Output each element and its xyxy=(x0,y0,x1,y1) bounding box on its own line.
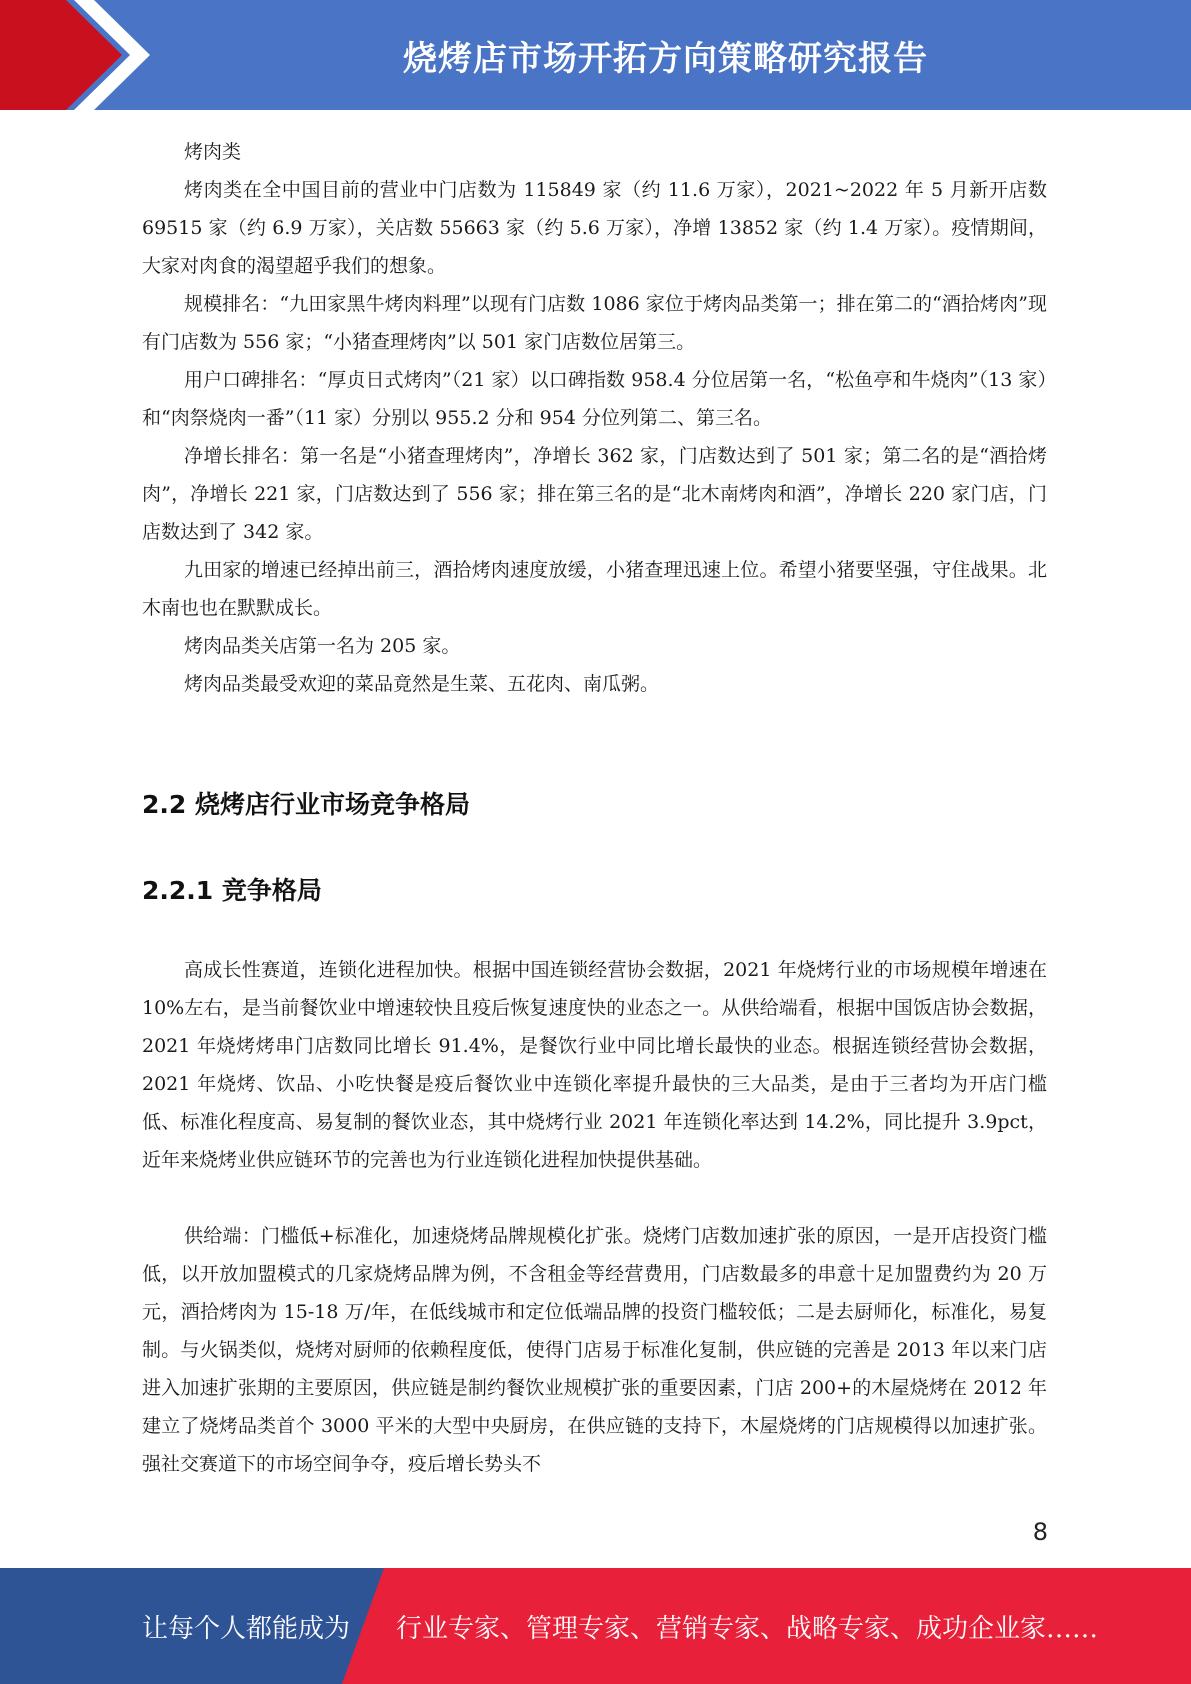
page-number: 8 xyxy=(1032,1518,1048,1546)
footer-slogan-right: 行业专家、管理专家、营销专家、战略专家、成功企业家…… xyxy=(396,1613,1099,1644)
paragraph: 规模排名：“九田家黑牛烤肉料理”以现有门店数 1086 家位于烤肉品类第一；排在第二的“酒拾烤肉”现有门店数为 556 家；“小猪查理烤肉”以 501 家门店数位居第三。 xyxy=(142,293,1047,353)
paragraph: 九田家的增速已经掉出前三，酒拾烤肉速度放缓，小猪查理迅速上位。希望小猪要坚强，守住战果。北木南也也在默默成长。 xyxy=(142,559,1047,619)
subsection-heading: 2.2.1 竞争格局 xyxy=(142,876,322,905)
header-banner xyxy=(0,0,1191,110)
paragraph: 烤肉品类最受欢迎的菜品竟然是生菜、五花肉、南瓜粥。 xyxy=(184,673,660,695)
footer-band xyxy=(0,1568,1191,1684)
paragraph: 供给端：门槛低+标准化，加速烧烤品牌规模化扩张。烧烤门店数加速扩张的原因，一是开店投资门槛低，以开放加盟模式的几家烧烤品牌为例，不含租金等经营费用，门店数最多的串意十足加盟费约为 20 万元，酒拾烤肉为 15-18 万/年，在低线城市和定位低端品牌的投资门槛较低；二是去厨师化，标准化，易复制。与火锅类似，烧烤对厨师的依赖程度低，使得门店易于标准化复制，供应链的完善是 2013 年以来门店进入加速扩张期的主要原因，供应链是制约餐饮业规模扩张的重要因素，门店 200+的木屋烧烤在 2012 年建立了烧烤品类首个 3000 平米的大型中央厨房，在供应链的支持下，木屋烧烤的门店规模得以加速扩张。强社交赛道下的市场空间争夺，疫后增长势头不 xyxy=(142,1225,1047,1475)
paragraph: 高成长性赛道，连锁化进程加快。根据中国连锁经营协会数据，2021 年烧烤行业的市场规模年增速在 10%左右，是当前餐饮业中增速较快且疫后恢复速度快的业态之一。从供给端看，根据中国饭店协会数据，2021 年烧烤烤串门店数同比增长 91.4%，是餐饮行业中同比增长最快的业态。根据连锁经营协会数据，2021 年烧烤、饮品、小吃快餐是疫后餐饮业中连锁化率提升最快的三大品类，是由于三者均为开店门槛低、标准化程度高、易复制的餐饮业态，其中烧烤行业 2021 年连锁化率达到 14.2%，同比提升 3.9pct，近年来烧烤业供应链环节的完善也为行业连锁化进程加快提供基础。 xyxy=(142,959,1047,1171)
section-heading: 2.2 烧烤店行业市场竞争格局 xyxy=(142,790,470,819)
paragraph: 烤肉类在全中国目前的营业中门店数为 115849 家（约 11.6 万家），2021~2022 年 5 月新开店数 69515 家（约 6.9 万家），关店数 55663 家（约 5.6 万家），净增 13852 家（约 1.4 万家）。疫情期间，大家对肉食的渴望超乎我们的想象。 xyxy=(142,179,1047,277)
footer-slogan-left: 让每个人都能成为 xyxy=(142,1613,351,1644)
report-title: 烧烤店市场开拓方向策略研究报告 xyxy=(403,38,928,79)
paragraph: 烤肉品类关店第一名为 205 家。 xyxy=(184,635,461,657)
header-arrow-decoration xyxy=(0,0,180,110)
page-content xyxy=(142,133,1047,1483)
paragraph: 用户口碑排名：“厚贞日式烤肉”（21 家）以口碑指数 958.4 分位居第一名，“松鱼亭和牛烧肉”（13 家）和“肉祭烧肉一番”（11 家）分别以 955.2 分和 954 分位列第二、第三名。 xyxy=(142,369,1047,429)
paragraph: 净增长排名：第一名是“小猪查理烤肉”，净增长 362 家，门店数达到了 501 家；第二名的是“酒拾烤肉”，净增长 221 家，门店数达到了 556 家；排在第三名的是“北木南烤肉和酒”，净增长 220 家门店，门店数达到了 342 家。 xyxy=(142,445,1047,543)
paragraph: 烤肉类 xyxy=(184,141,242,163)
